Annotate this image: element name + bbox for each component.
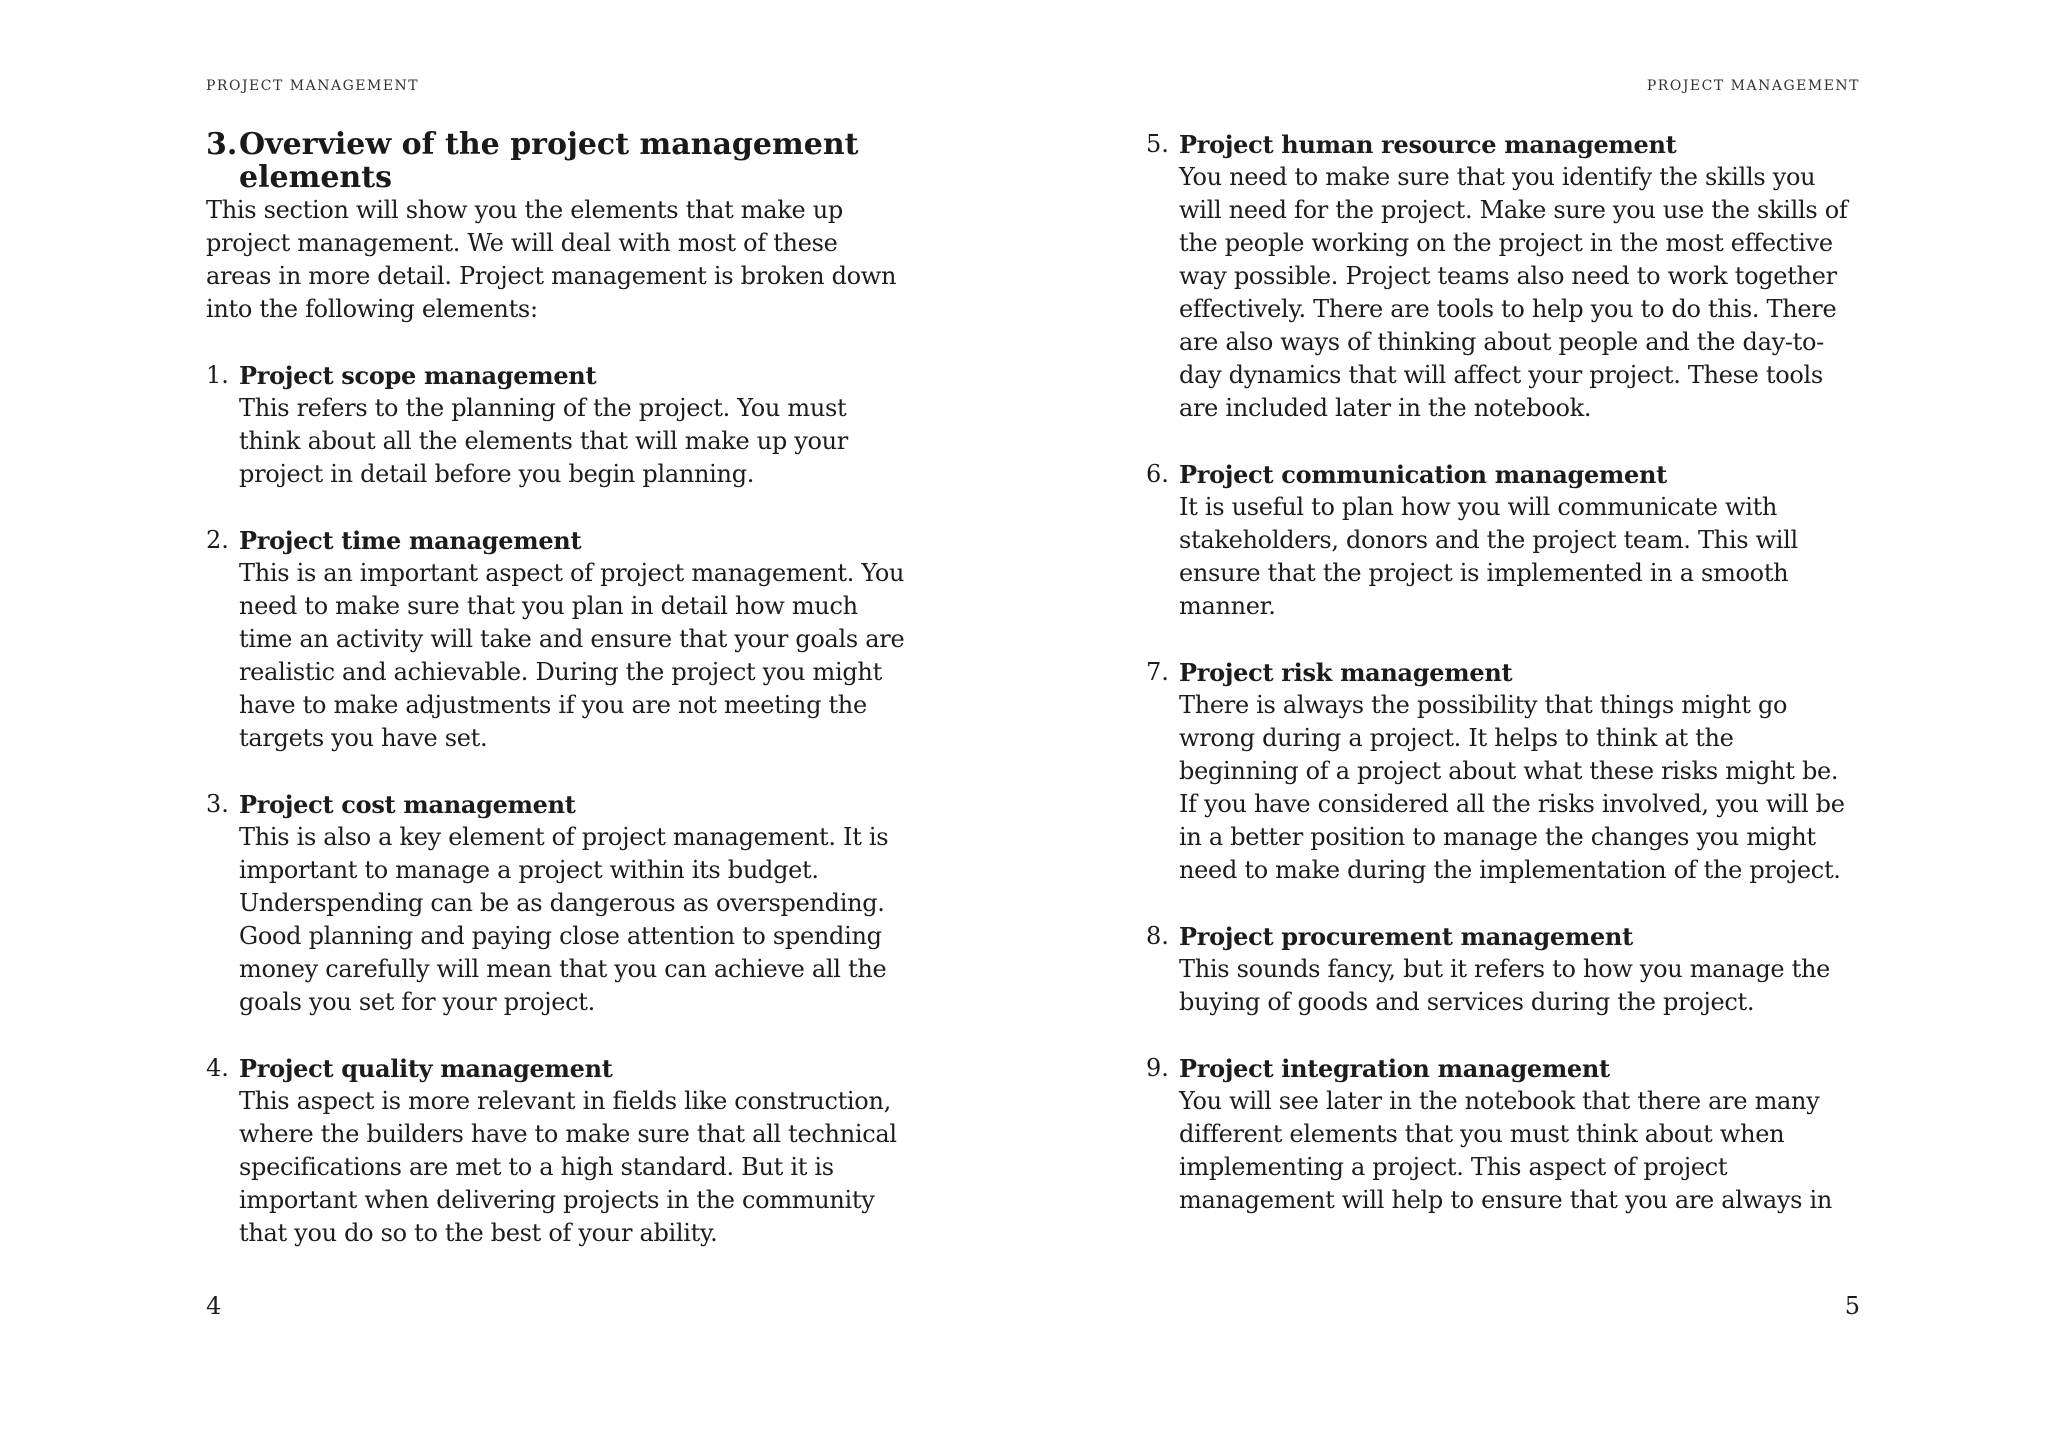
item-body: [1179, 128, 1860, 425]
page-content: [206, 128, 906, 1283]
item-heading: Project procurement management: [1179, 922, 1633, 951]
item-body: [1179, 920, 1860, 1019]
item-text: You will see later in the notebook that there are many different elements that you must think about when implementing a project. This aspect of project management will help to ensure that you are always in: [1179, 1087, 1833, 1214]
item-heading: Project scope management: [239, 361, 597, 390]
list-item: [1146, 1052, 1860, 1217]
section-title: [206, 128, 906, 194]
item-text: This refers to the planning of the project. You must think about all the elements that will make up your project in detail before you begin planning.: [239, 394, 848, 488]
item-text: This is also a key element of project management. It is important to manage a project within its budget. Underspending can be as dangerous as overspending. Good planning and paying close attention to spending money carefully will mean that you can achieve all the goals you set for your project.: [239, 823, 889, 1016]
page-number: 4: [206, 1292, 222, 1320]
item-heading: Project communication management: [1179, 460, 1667, 489]
item-heading: Project quality management: [239, 1054, 613, 1083]
list-item: [206, 1052, 906, 1250]
section-number: 3.: [206, 127, 238, 162]
item-number: 8.: [1146, 922, 1169, 950]
item-body: [239, 1052, 906, 1250]
list-item: [206, 359, 906, 491]
list-item: [1146, 920, 1860, 1019]
item-number: 7.: [1146, 658, 1169, 686]
item-body: [1179, 1052, 1860, 1217]
running-head: PROJECT MANAGEMENT: [1646, 78, 1860, 94]
item-text: This sounds fancy, but it refers to how you manage the buying of goods and services during the project.: [1179, 955, 1831, 1016]
list-item: [206, 788, 906, 1019]
item-heading: Project risk management: [1179, 658, 1513, 687]
item-text: This aspect is more relevant in fields like construction, where the builders have to make sure that all technical specifications are met to a high standard. But it is important when delivering projects in the community that you do so to the best of your ability.: [239, 1087, 897, 1247]
item-text: It is useful to plan how you will communicate with stakeholders, donors and the project team. This will ensure that the project is implemented in a smooth manner.: [1179, 493, 1798, 620]
list-item: [1146, 656, 1860, 887]
item-body: [239, 359, 906, 491]
item-heading: Project human resource management: [1179, 130, 1677, 159]
section-title-text: Overview of the project management elements: [239, 127, 859, 195]
page-content: [1146, 128, 1860, 1250]
list-item: [206, 524, 906, 755]
item-body: [239, 524, 906, 755]
item-body: [1179, 656, 1860, 887]
item-body: [1179, 458, 1860, 623]
item-text: This is an important aspect of project management. You need to make sure that you plan in detail how much time an activity will take and ensure that your goals are realistic and achievable. During the project you might have to make adjustments if you are not meeting the targets you have set.: [239, 559, 905, 752]
item-number: 5.: [1146, 130, 1169, 158]
item-number: 6.: [1146, 460, 1169, 488]
page-number: 5: [1844, 1292, 1860, 1320]
section-intro: This section will show you the elements that make up project management. We will deal with most of these areas in more detail. Project management is broken down into the following elements:: [206, 196, 897, 323]
item-heading: Project integration management: [1179, 1054, 1610, 1083]
running-head: PROJECT MANAGEMENT: [206, 78, 420, 94]
item-number: 4.: [206, 1054, 229, 1082]
item-number: 9.: [1146, 1054, 1169, 1082]
item-number: 1.: [206, 361, 229, 389]
item-heading: Project cost management: [239, 790, 576, 819]
list-item: [1146, 128, 1860, 425]
item-text: You need to make sure that you identify the skills you will need for the project. Make sure you use the skills of the people working on the project in the most effective way possible. Project teams also need to work together effectively. There are tools to help you to do this. There are also ways of thinking about people and the day-to-day dynamics that will affect your project. These tools are included later in the notebook.: [1179, 163, 1848, 422]
item-heading: Project time management: [239, 526, 582, 555]
list-item: [1146, 458, 1860, 623]
item-number: 2.: [206, 526, 229, 554]
item-text: There is always the possibility that things might go wrong during a project. It helps to think at the beginning of a project about what these risks might be. If you have considered all the risks involved, you will be in a better position to manage the changes you might need to make during the implementation of the project.: [1179, 691, 1845, 884]
item-number: 3.: [206, 790, 229, 818]
item-body: [239, 788, 906, 1019]
